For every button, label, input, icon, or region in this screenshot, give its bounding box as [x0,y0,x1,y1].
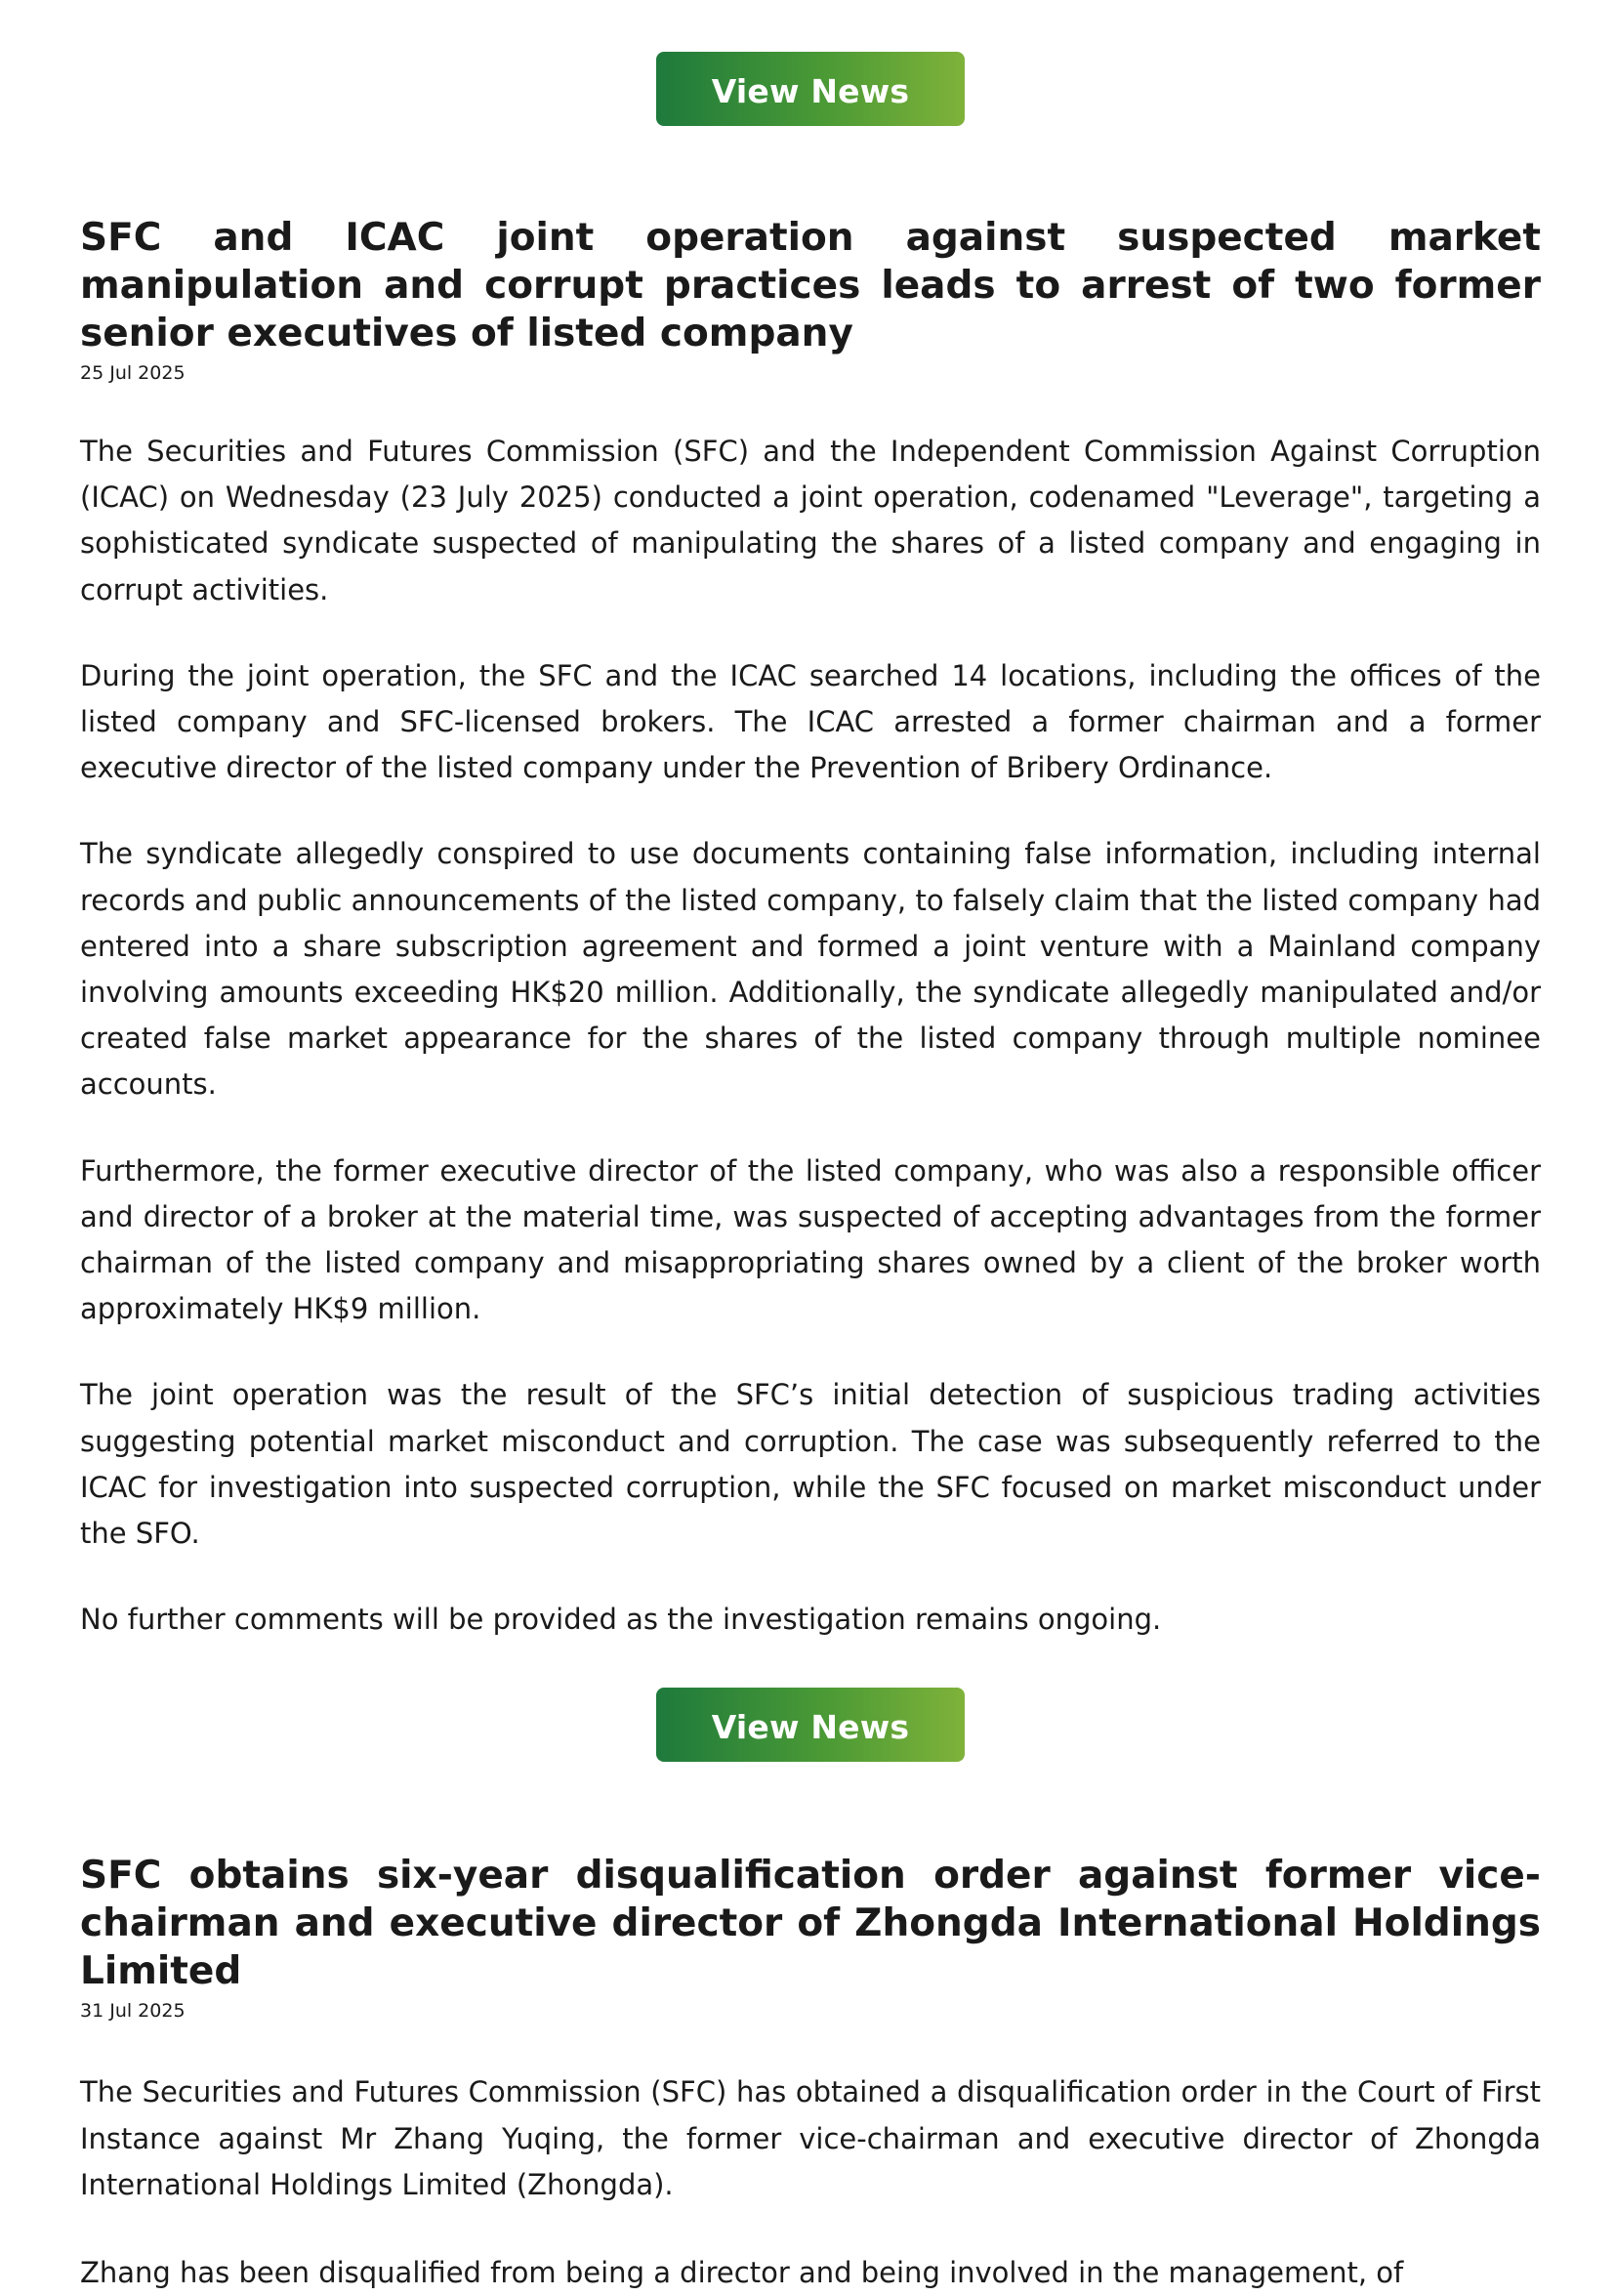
view-news-button[interactable]: View News [656,1688,965,1762]
article-paragraph: No further comments will be provided as the investigation remains ongoing. [80,1603,1162,1637]
news-page [80,0,1541,2296]
view-news-button-wrapper [80,1643,1541,1762]
article-paragraph: The Securities and Futures Commission (SFC) has obtained a disqualification order in the Court of First Instance against Mr Zhang Yuqing, the former vice-chairman and executive director of Zhongda International Holdings Limited (Zhongda). [80,2075,1541,2201]
article-paragraph: Zhang has been disqualified from being a director and being involved in the management, of [80,2256,1404,2290]
article-date: 31 Jul 2025 [80,2000,186,2023]
news-article [80,0,1541,1643]
article-paragraph: The syndicate allegedly conspired to use documents containing false information, including internal records and public announcements of the listed company, to falsely claim that the listed company had entered into a share subscription agreement and formed a joint venture with a Mainland company involving amounts exceeding HK$20 million. Additionally, the syndicate allegedly manipulated and/or created false market appearance for the shares of the listed company through multiple nominee accounts. [80,837,1541,1102]
news-article [80,1643,1541,2296]
view-news-button[interactable]: View News [656,52,965,126]
article-date: 25 Jul 2025 [80,362,186,384]
article-paragraph: During the joint operation, the SFC and the ICAC searched 14 locations, including the offices of the listed company and SFC-licensed brokers. The ICAC arrested a former chairman and a former executive director of the listed company under the Prevention of Bribery Ordinance. [80,658,1541,785]
article-title: SFC and ICAC joint operation against suspected market manipulation and corrupt practices leads to arrest of two former senior executives of listed company [80,216,1541,355]
view-news-button-wrapper [80,0,1541,126]
article-paragraph: Furthermore, the former executive director of the listed company, who was also a responsible officer and director of a broker at the material time, was suspected of accepting advantages from the former chairman of the listed company and misappropriating shares owned by a client of the broker worth approximately HK$9 million. [80,1153,1541,1326]
article-paragraph: The joint operation was the result of the SFC’s initial detection of suspicious trading activities suggesting potential market misconduct and corruption. The case was subsequently referred to the ICAC for investigation into suspected corruption, while the SFC focused on market misconduct under the SFO. [80,1378,1541,1551]
article-title: SFC obtains six-year disqualification order against former vice-chairman and executive director of Zhongda International Holdings Limited [80,1854,1541,1994]
article-paragraph: The Securities and Futures Commission (SFC) and the Independent Commission Against Corruption (ICAC) on Wednesday (23 July 2025) conducted a joint operation, codenamed "Leverage", targeting a sophisticated syndicate suspected of manipulating the shares of a listed company and engaging in corrupt activities. [80,435,1541,606]
